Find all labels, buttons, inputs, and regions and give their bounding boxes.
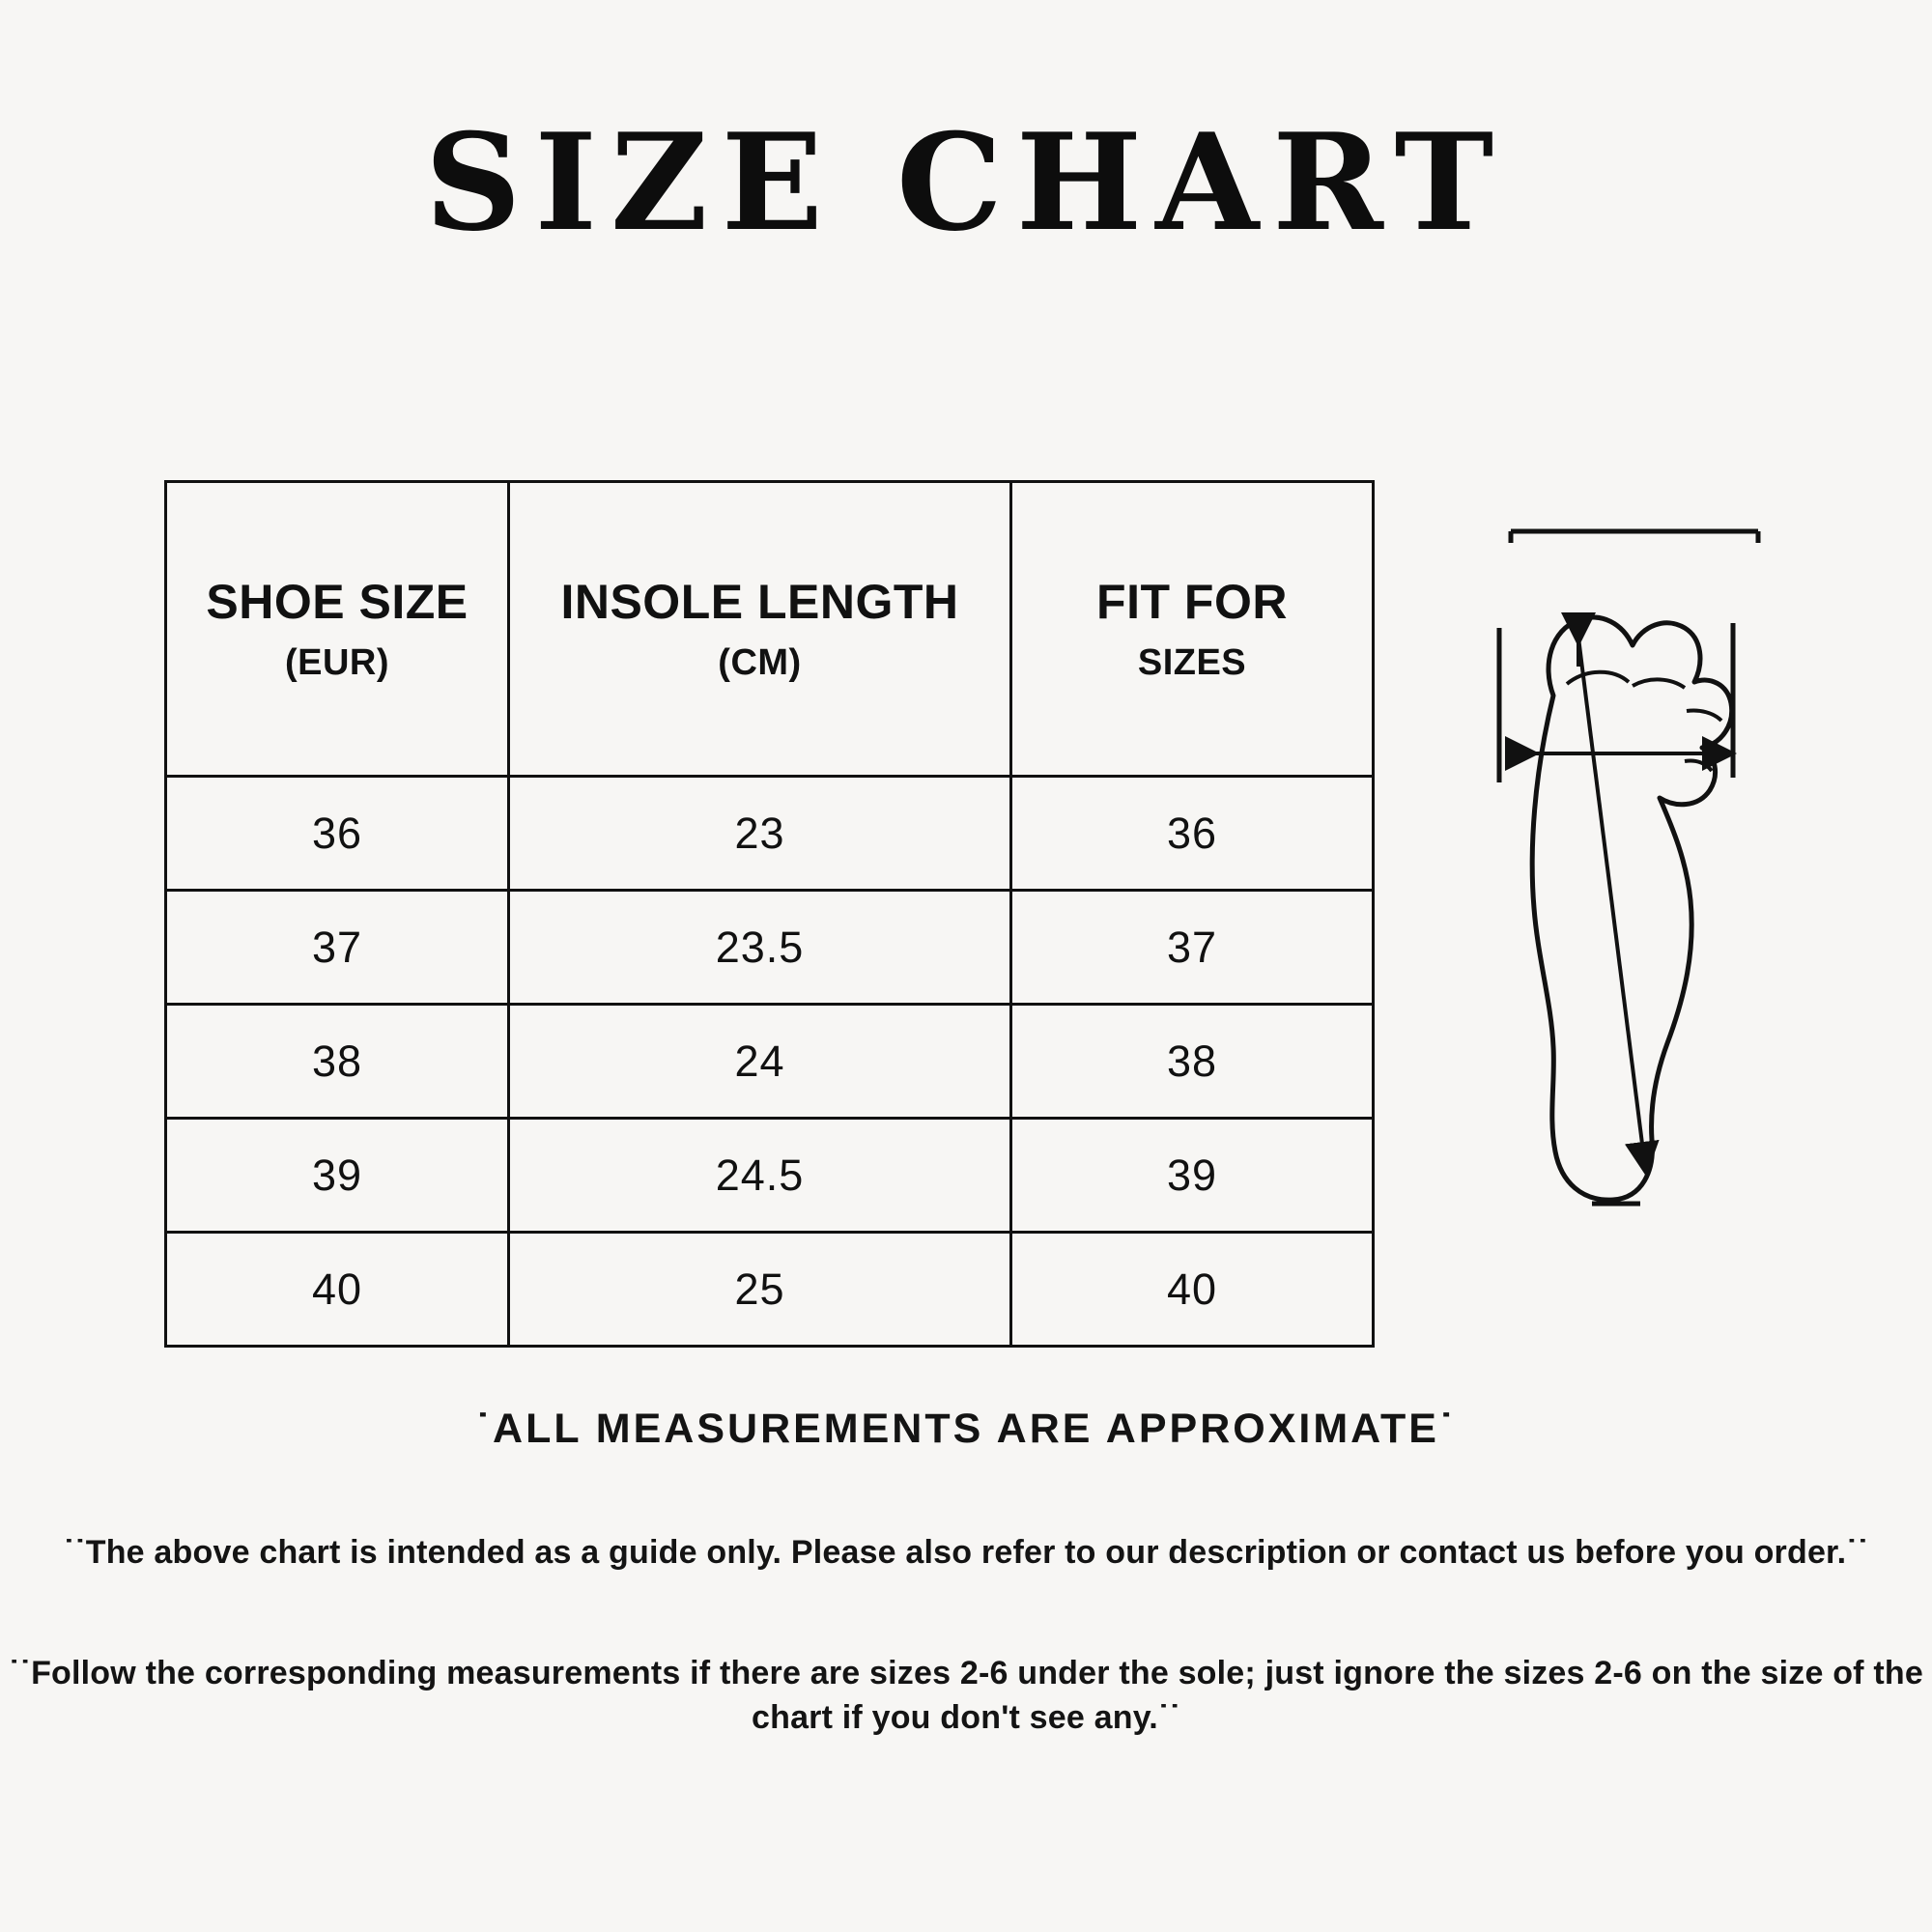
note-measurements-approximate: ˙ALL MEASUREMENTS ARE APPROXIMATE˙ bbox=[475, 1406, 1457, 1452]
cell-insole-length: 23.5 bbox=[509, 891, 1011, 1005]
cell-shoe-size: 37 bbox=[166, 891, 509, 1005]
column-header-shoe-size bbox=[166, 482, 509, 777]
cell-fit-for-sizes: 38 bbox=[1011, 1005, 1374, 1119]
column-header-fit-for-sizes-sub: SIZES bbox=[1137, 641, 1247, 683]
cell-shoe-size: 36 bbox=[166, 777, 509, 891]
column-header-insole-length bbox=[509, 482, 1011, 777]
column-header-insole-length-unit: (CM) bbox=[718, 641, 802, 683]
size-chart-table-container bbox=[164, 480, 1372, 1348]
size-chart-table bbox=[164, 480, 1375, 1348]
cell-fit-for-sizes: 36 bbox=[1011, 777, 1374, 891]
cell-fit-for-sizes: 40 bbox=[1011, 1233, 1374, 1347]
table-header-row bbox=[166, 482, 1374, 777]
column-header-fit-for-sizes bbox=[1011, 482, 1374, 777]
column-header-insole-length-main: INSOLE LENGTH bbox=[560, 574, 959, 629]
cell-shoe-size: 38 bbox=[166, 1005, 509, 1119]
table-row bbox=[166, 777, 1374, 891]
table-row bbox=[166, 1233, 1374, 1347]
table-row bbox=[166, 1005, 1374, 1119]
column-header-fit-for-sizes-main: FIT FOR bbox=[1096, 574, 1288, 629]
cell-shoe-size: 39 bbox=[166, 1119, 509, 1233]
table-row bbox=[166, 1119, 1374, 1233]
column-header-shoe-size-main: SHOE SIZE bbox=[206, 574, 469, 629]
cell-insole-length: 25 bbox=[509, 1233, 1011, 1347]
cell-insole-length: 24.5 bbox=[509, 1119, 1011, 1233]
cell-insole-length: 23 bbox=[509, 777, 1011, 891]
cell-insole-length: 24 bbox=[509, 1005, 1011, 1119]
column-header-shoe-size-unit: (EUR) bbox=[284, 641, 390, 683]
note-guide-only: ˙˙The above chart is intended as a guide only. Please also refer to our description or contact us before you order.˙˙ bbox=[63, 1534, 1869, 1571]
cell-shoe-size: 40 bbox=[166, 1233, 509, 1347]
table-row bbox=[166, 891, 1374, 1005]
cell-fit-for-sizes: 39 bbox=[1011, 1119, 1374, 1233]
cell-fit-for-sizes: 37 bbox=[1011, 891, 1374, 1005]
page-title: SIZE CHART bbox=[424, 103, 1508, 261]
note-sole-sizes: ˙˙Follow the corresponding measurements if there are sizes 2-6 under the sole; just ignore the sizes 2-6 on the size of the chart if you don't see any.˙˙ bbox=[9, 1655, 1923, 1736]
foot-sole-measurement-diagram bbox=[1478, 522, 1787, 1227]
